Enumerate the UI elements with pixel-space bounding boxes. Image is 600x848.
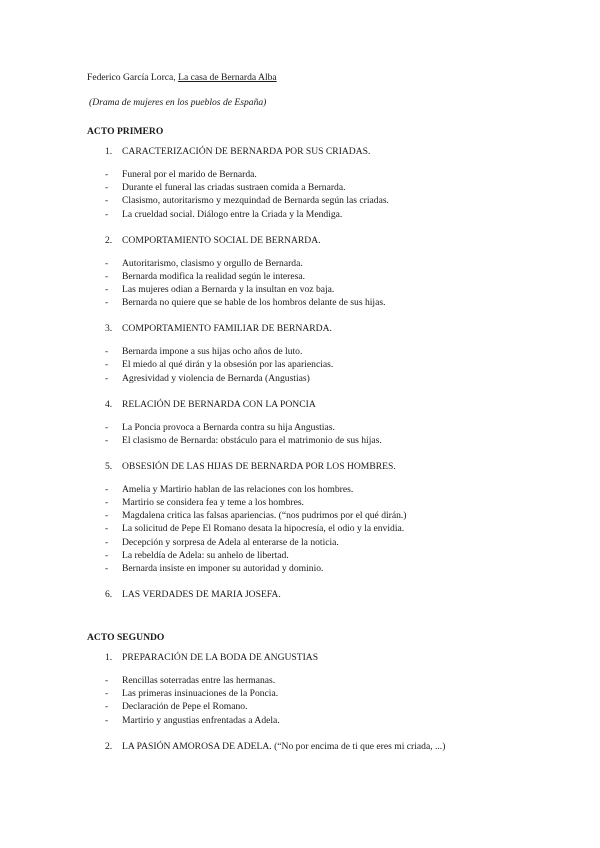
list-item: Clasismo, autoritarismo y mezquindad de Bernarda según las criadas. xyxy=(122,195,389,207)
list-item: Bernarda modifica la realidad según le interesa. xyxy=(122,270,305,282)
list-item: Bernarda no quiere que se hable de los hombros delante de sus hijas. xyxy=(122,297,386,309)
bullet-dash: - xyxy=(105,510,109,522)
list-item: Decepción y sorpresa de Adela al enterarse de la noticia. xyxy=(122,536,339,548)
list-item: Amelia y Martirio hablan de las relaciones con los hombres. xyxy=(122,483,354,495)
list-item: Declaración de Pepe el Romano. xyxy=(122,701,248,713)
list-item: Bernarda impone a sus hijas ocho años de luto. xyxy=(122,346,303,358)
list-item: Funeral por el marido de Bernarda. xyxy=(122,169,257,180)
bullet-dash: - xyxy=(105,483,109,495)
list-item: La solicitud de Pepe El Romano desata la hipocresía, el odio y la envidia. xyxy=(122,523,405,535)
bullet-dash: - xyxy=(105,701,109,713)
list-item: La crueldad social. Diálogo entre la Criada y la Mendiga. xyxy=(122,208,343,220)
list-item: Las mujeres odian a Bernarda y la insultan en voz baja. xyxy=(122,284,335,295)
bullet-dash: - xyxy=(105,195,109,207)
list-item: Agresividad y violencia de Bernarda (Angustias) xyxy=(122,372,310,384)
bullet-dash: - xyxy=(105,563,109,574)
bullet-dash: - xyxy=(105,421,109,433)
section-number: 3. xyxy=(105,323,113,335)
author-name: Federico García Lorca, xyxy=(87,72,176,83)
list-item: El clasismo de Bernarda: obstáculo para el matrimonio de sus hijas. xyxy=(122,434,382,446)
bullet-dash: - xyxy=(105,297,109,309)
list-item: Magdalena critica las falsas apariencias. (“nos pudrimos por el qué dirán.) xyxy=(122,510,407,522)
bullet-dash: - xyxy=(105,208,109,220)
list-item: La Poncia provoca a Bernarda contra su hija Angustias. xyxy=(122,421,335,433)
bullet-dash: - xyxy=(105,688,109,700)
section-number: 1. xyxy=(105,146,113,157)
section-heading: PREPARACIÓN DE LA BODA DE ANGUSTIAS xyxy=(122,652,319,663)
document-subtitle: (Drama de mujeres en los pueblos de España) xyxy=(89,97,267,108)
list-item: La rebeldía de Adela: su anhelo de libertad. xyxy=(122,549,289,561)
section-heading: OBSESIÓN DE LAS HIJAS DE BERNARDA POR LOS HOMBRES. xyxy=(122,460,396,472)
list-item: Bernarda insiste en imponer su autoridad y dominio. xyxy=(122,563,324,574)
bullet-dash: - xyxy=(105,434,109,446)
bullet-dash: - xyxy=(105,549,109,561)
bullet-dash: - xyxy=(105,346,109,358)
section-number: 2. xyxy=(105,234,113,246)
bullet-dash: - xyxy=(105,359,109,371)
section-heading: LAS VERDADES DE MARIA JOSEFA. xyxy=(122,589,281,600)
bullet-dash: - xyxy=(105,714,109,726)
section-heading: CARACTERIZACIÓN DE BERNARDA POR SUS CRIADAS. xyxy=(122,146,371,157)
section-number: 1. xyxy=(105,652,113,663)
document-author-line xyxy=(87,72,277,83)
bullet-dash: - xyxy=(105,497,109,508)
list-item: El miedo al qué dirán y la obsesión por las apariencias. xyxy=(122,359,334,371)
list-item: Martirio y angustias enfrentadas a Adela. xyxy=(122,714,280,726)
section-heading: COMPORTAMIENTO FAMILIAR DE BERNARDA. xyxy=(122,323,332,335)
work-title: La casa de Bernarda Alba xyxy=(178,72,277,83)
bullet-dash: - xyxy=(105,270,109,282)
bullet-dash: - xyxy=(105,523,109,535)
section-number: 4. xyxy=(105,398,113,410)
bullet-dash: - xyxy=(105,284,109,295)
section-heading: RELACIÓN DE BERNARDA CON LA PONCIA xyxy=(122,398,316,410)
act-title: ACTO SEGUNDO xyxy=(87,632,165,643)
section-number: 6. xyxy=(105,589,113,600)
section-heading: COMPORTAMIENTO SOCIAL DE BERNARDA. xyxy=(122,234,321,246)
bullet-dash: - xyxy=(105,257,109,269)
act-title: ACTO PRIMERO xyxy=(87,126,164,137)
bullet-dash: - xyxy=(105,536,109,548)
bullet-dash: - xyxy=(105,372,109,384)
section-number: 2. xyxy=(105,740,113,752)
bullet-dash: - xyxy=(105,182,109,194)
bullet-dash: - xyxy=(105,675,109,686)
bullet-dash: - xyxy=(105,169,109,180)
list-item: Las primeras insinuaciones de la Poncia. xyxy=(122,688,279,700)
list-item: Autoritarismo, clasismo y orgullo de Bernarda. xyxy=(122,257,303,269)
list-item: Rencillas soterradas entre las hermanas. xyxy=(122,675,276,686)
section-number: 5. xyxy=(105,460,113,472)
list-item: Martirio se considera fea y teme a los hombres. xyxy=(122,497,304,508)
list-item: Durante el funeral las criadas sustraen comida a Bernarda. xyxy=(122,182,346,194)
section-heading: LA PASIÓN AMOROSA DE ADELA. (“No por encima de ti que eres mi criada, ...) xyxy=(122,740,446,752)
